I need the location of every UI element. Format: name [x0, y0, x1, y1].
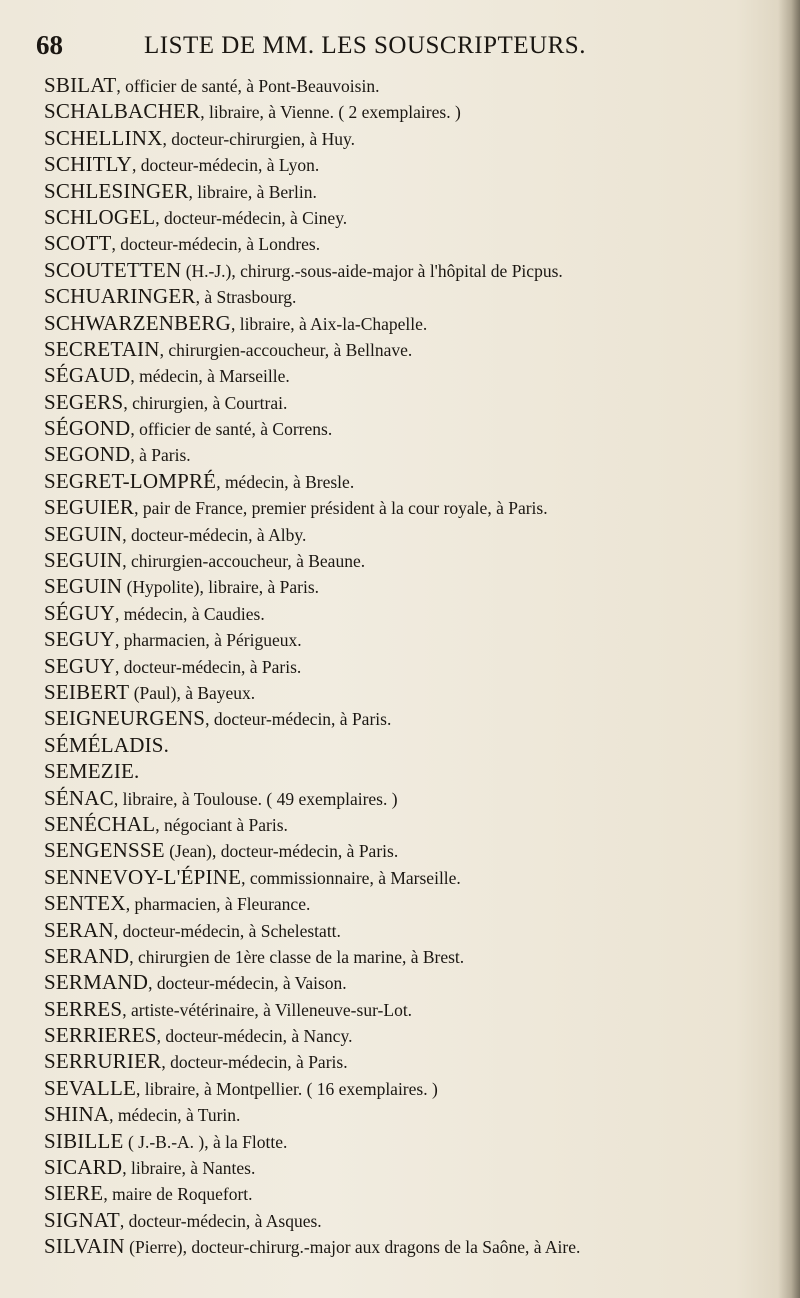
- list-item: [44, 837, 764, 863]
- subscriber-details: , libraire, à Berlin.: [188, 181, 317, 202]
- subscriber-details: , libraire, à Aix-la-Chapelle.: [230, 313, 428, 334]
- list-item: [44, 1022, 764, 1048]
- list-item: [44, 1207, 764, 1233]
- list-item: [44, 362, 764, 388]
- subscriber-name: SECRETAIN: [44, 336, 160, 361]
- list-item: [44, 705, 764, 731]
- subscriber-name: SEGUY: [44, 627, 116, 652]
- list-item: [44, 573, 764, 599]
- subscriber-details: (H.-J.), chirurg.-sous-aide-major à l'hôpital de Picpus.: [181, 260, 563, 281]
- subscriber-name: SENGENSSE: [44, 838, 165, 863]
- subscriber-details: , médecin, à Caudies.: [115, 603, 265, 624]
- subscriber-name: SHINA: [44, 1102, 110, 1127]
- subscriber-name: SENÉCHAL: [44, 811, 156, 836]
- subscriber-details: , docteur-médecin, à Paris.: [161, 1052, 348, 1073]
- list-item: [44, 890, 764, 916]
- subscriber-name: SEGUIN: [44, 548, 123, 573]
- list-item: [44, 653, 764, 679]
- subscriber-name: SCHLOGEL: [44, 204, 156, 229]
- subscriber-details: , officier de santé, à Correns.: [130, 419, 333, 440]
- list-item: [44, 230, 764, 256]
- subscriber-details: (Hypolite), libraire, à Paris.: [122, 577, 320, 598]
- subscriber-details: , chirurgien, à Courtrai.: [123, 392, 288, 413]
- subscriber-name: SCHITLY: [44, 152, 132, 177]
- subscriber-name: SICARD: [44, 1155, 123, 1180]
- list-item: [44, 521, 764, 547]
- page-edge-shadow: [778, 0, 800, 1298]
- list-item: [44, 1101, 764, 1127]
- list-item: [44, 1154, 764, 1180]
- subscriber-name: SERRIERES: [44, 1023, 157, 1048]
- subscriber-name: SENNEVOY-L'ÉPINE: [44, 864, 242, 889]
- subscriber-name: SIGNAT: [44, 1207, 120, 1232]
- subscriber-name: SEGUIER: [44, 495, 135, 520]
- list-item: [44, 72, 764, 98]
- subscriber-details: , docteur-médecin, à Vaison.: [148, 973, 347, 994]
- subscriber-details: , maire de Roquefort.: [103, 1184, 253, 1205]
- list-item: [44, 257, 764, 283]
- list-item: [44, 864, 764, 890]
- subscriber-name: SENTEX: [44, 891, 126, 916]
- subscriber-name: SCHWARZENBERG: [44, 310, 231, 335]
- list-item: [44, 310, 764, 336]
- list-item: [44, 336, 764, 362]
- subscriber-name: SEGUIN: [44, 574, 123, 599]
- subscriber-name: SÉGUY: [44, 600, 116, 625]
- subscriber-details: , chirurgien-accoucheur, à Beaune.: [122, 551, 366, 572]
- subscriber-name: SÉNAC: [44, 785, 114, 810]
- list-item: [44, 1180, 764, 1206]
- subscriber-name: SERAND: [44, 943, 130, 968]
- subscriber-details: , à Paris.: [130, 445, 191, 466]
- subscriber-details: , à Strasbourg.: [195, 287, 297, 308]
- subscriber-details: , docteur-médecin, à Alby.: [122, 524, 307, 545]
- subscriber-name: SEGUY: [44, 653, 116, 678]
- subscriber-details: , docteur-médecin, à Nancy.: [156, 1026, 353, 1047]
- page-header: [36, 30, 756, 70]
- subscriber-details: , chirurgien-accoucheur, à Bellnave.: [159, 339, 413, 360]
- list-item: [44, 600, 764, 626]
- list-item: [44, 204, 764, 230]
- subscriber-list: [44, 72, 764, 1260]
- subscriber-details: , docteur-médecin, à Paris.: [115, 656, 302, 677]
- subscriber-name: SEGOND: [44, 442, 131, 467]
- subscriber-name: SERMAND: [44, 970, 149, 995]
- subscriber-name: SEGERS: [44, 389, 124, 414]
- subscriber-name: SCHELLINX: [44, 125, 163, 150]
- subscriber-details: , pharmacien, à Périgueux.: [115, 630, 302, 651]
- subscriber-details: (Jean), docteur-médecin, à Paris.: [164, 841, 399, 862]
- subscriber-name: SEIBERT: [44, 679, 130, 704]
- list-item: [44, 125, 764, 151]
- subscriber-details: , docteur-médecin, à Schelestatt.: [113, 920, 341, 941]
- subscriber-name: SÉMÉLADIS.: [44, 732, 170, 757]
- subscriber-details: , artiste-vétérinaire, à Villeneuve-sur-Lot.: [122, 999, 413, 1020]
- subscriber-details: , docteur-médecin, à Paris.: [205, 709, 392, 730]
- subscriber-details: , médecin, à Turin.: [109, 1105, 241, 1126]
- subscriber-name: SIBILLE: [44, 1128, 124, 1153]
- subscriber-details: , docteur-médecin, à Ciney.: [155, 207, 348, 228]
- subscriber-details: , libraire, à Vienne. ( 2 exemplaires. ): [200, 102, 461, 123]
- subscriber-name: SBILAT: [44, 73, 117, 97]
- subscriber-details: (Paul), à Bayeux.: [129, 682, 256, 703]
- subscriber-name: SCHUARINGER: [44, 284, 196, 309]
- list-item: [44, 494, 764, 520]
- subscriber-name: SEVALLE: [44, 1075, 137, 1100]
- running-title: LISTE DE MM. LES SOUSCRIPTEURS.: [144, 32, 586, 59]
- list-item: [44, 969, 764, 995]
- list-item: [44, 1048, 764, 1074]
- subscriber-name: SERRURIER: [44, 1049, 162, 1074]
- subscriber-details: , officier de santé, à Pont-Beauvoisin.: [116, 76, 380, 96]
- list-item: [44, 732, 764, 758]
- subscriber-details: , docteur-chirurgien, à Huy.: [162, 128, 356, 149]
- subscriber-name: SEIGNEURGENS: [44, 706, 206, 731]
- subscriber-name: SÉGOND: [44, 416, 131, 441]
- subscriber-details: , docteur-médecin, à Londres.: [111, 234, 321, 255]
- subscriber-details: , docteur-médecin, à Asques.: [119, 1210, 322, 1231]
- list-item: [44, 626, 764, 652]
- list-item: [44, 996, 764, 1022]
- subscriber-name: SCHLESINGER: [44, 178, 189, 203]
- page-number: 68: [36, 30, 63, 60]
- list-item: [44, 1075, 764, 1101]
- list-item: [44, 1233, 764, 1259]
- subscriber-name: SCOTT: [44, 231, 112, 256]
- list-item: [44, 785, 764, 811]
- list-item: [44, 283, 764, 309]
- subscriber-details: , médecin, à Bresle.: [216, 471, 355, 492]
- list-item: [44, 389, 764, 415]
- list-item: [44, 917, 764, 943]
- list-item: [44, 679, 764, 705]
- list-item: [44, 758, 764, 784]
- subscriber-name: SERAN: [44, 917, 114, 942]
- subscriber-name: SILVAIN: [44, 1234, 125, 1259]
- list-item: [44, 1128, 764, 1154]
- subscriber-details: , pharmacien, à Fleurance.: [125, 894, 311, 915]
- subscriber-details: , médecin, à Marseille.: [130, 366, 290, 387]
- list-item: [44, 98, 764, 124]
- subscriber-details: , négociant à Paris.: [155, 814, 288, 835]
- subscriber-name: SEMEZIE.: [44, 759, 140, 784]
- subscriber-name: SEGUIN: [44, 521, 123, 546]
- subscriber-details: (Pierre), docteur-chirurg.-major aux dragons de la Saône, à Aire.: [124, 1237, 581, 1258]
- list-item: [44, 441, 764, 467]
- subscriber-name: SIERE: [44, 1181, 104, 1206]
- subscriber-details: , libraire, à Nantes.: [122, 1158, 256, 1179]
- list-item: [44, 178, 764, 204]
- subscriber-details: , libraire, à Toulouse. ( 49 exemplaires. ): [113, 788, 398, 809]
- list-item: [44, 547, 764, 573]
- subscriber-details: , libraire, à Montpellier. ( 16 exemplaires. ): [136, 1078, 438, 1099]
- list-item: [44, 151, 764, 177]
- subscriber-name: SCOUTETTEN: [44, 257, 182, 282]
- subscriber-details: ( J.-B.-A. ), à la Flotte.: [123, 1131, 288, 1152]
- subscriber-name: SÉGAUD: [44, 363, 131, 388]
- subscriber-details: , chirurgien de 1ère classe de la marine, à Brest.: [129, 946, 465, 967]
- list-item: [44, 415, 764, 441]
- subscriber-details: , docteur-médecin, à Lyon.: [131, 155, 320, 176]
- subscriber-details: , commissionnaire, à Marseille.: [241, 867, 461, 888]
- list-item: [44, 943, 764, 969]
- list-item: [44, 811, 764, 837]
- subscriber-name: SEGRET-LOMPRÉ: [44, 468, 217, 493]
- subscriber-name: SCHALBACHER: [44, 99, 201, 124]
- subscriber-name: SERRES: [44, 996, 123, 1021]
- list-item: [44, 468, 764, 494]
- subscriber-details: , pair de France, premier président à la cour royale, à Paris.: [134, 498, 548, 519]
